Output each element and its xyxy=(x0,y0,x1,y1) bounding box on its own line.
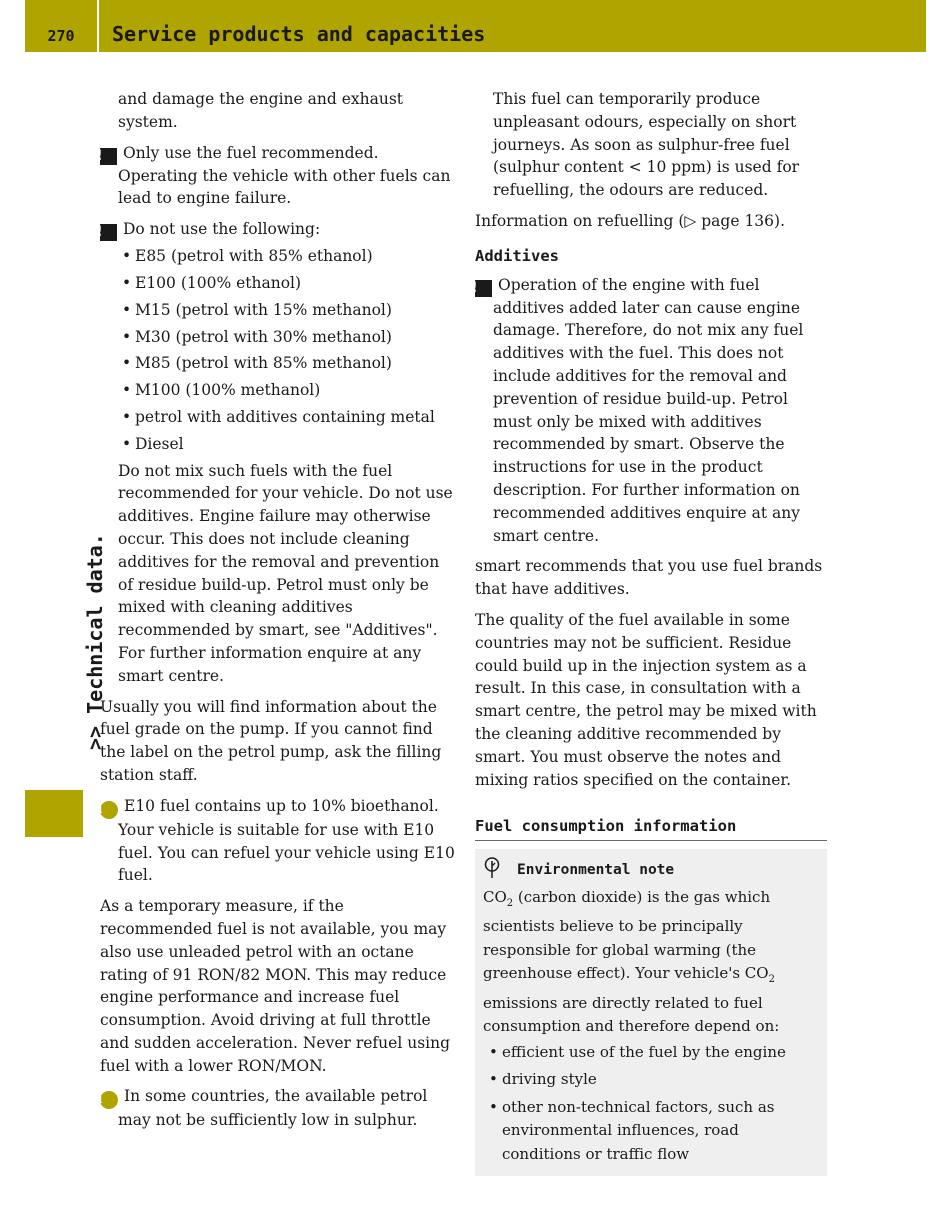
continued-text: and damage the engine and exhaust system. xyxy=(118,90,404,131)
refuel-reference: Information on refuelling (▷ page 136). xyxy=(475,211,786,230)
paragraph: Usually you will find information about the fuel grade on the pump. If you cannot find the label on the petrol pump, ask the filling station staff. xyxy=(100,697,442,784)
env-text-part: (carbon dioxide) is the gas which scientists believe to be principally responsible for global warming (the greenhouse effect). Your vehicle's CO xyxy=(483,887,771,983)
list-item: • E100 (100% ethanol) xyxy=(122,272,455,295)
info-text: In some countries, the available petrol may not be sufficiently low in sulphur. xyxy=(118,1087,428,1130)
list-item: • petrol with additives containing metal xyxy=(122,406,455,429)
fuel-list xyxy=(100,245,455,455)
warning-text: Only use the fuel recommended. Operating the vehicle with other fuels can lead to engine failure. xyxy=(118,143,451,208)
warning-text: Operation of the engine with fuel additives added later can cause engine damage. Therefore, do not mix any fuel additives with the fuel. This does not include additives for the removal and prevention of residue build-up. Petrol must only be mixed with additives recommended by smart. Observe the instructions for use in the product description. For further information on recommended additives enquire at any smart centre. xyxy=(493,275,804,545)
left-column xyxy=(96,88,455,1132)
env-factors-list xyxy=(483,1041,819,1167)
environmental-note xyxy=(475,849,827,1176)
warning-note xyxy=(471,274,827,548)
right-column xyxy=(471,88,827,1176)
paragraph: The quality of the fuel available in some countries may not be sufficient. Residue could build up in the injection system as a result. In this case, in consultation with a smart centre, the petrol may be mixed with the cleaning additive recommended by smart. You must observe the notes and mixing ratios specified on the container. xyxy=(475,610,817,789)
side-tab-label: >> Technical data. xyxy=(83,533,107,750)
side-tab-marker xyxy=(25,790,83,837)
warning-icon: ! xyxy=(100,148,117,165)
list-item: • M85 (petrol with 85% methanol) xyxy=(122,352,455,375)
warning-body: Do not mix such fuels with the fuel recommended for your vehicle. Do not use additives. Engine failure may otherwise occur. This does not include cleaning additives for the removal and prevention of residue build-up. Petrol must only be mixed with cleaning additives recommended by smart, see "Additives". For further information enquire at any smart centre. xyxy=(118,461,453,685)
list-item: • driving style xyxy=(489,1068,819,1092)
warning-icon: ! xyxy=(475,280,492,297)
info-icon: i xyxy=(100,1091,118,1109)
info-note xyxy=(97,795,455,887)
co2-subscript: 2 xyxy=(768,974,775,986)
list-item: • E85 (petrol with 85% ethanol) xyxy=(122,245,455,268)
leaf-icon xyxy=(483,857,501,879)
env-note-header xyxy=(483,857,819,882)
env-note-text xyxy=(483,886,819,1039)
page-number: 270 xyxy=(25,0,99,52)
info-continued: This fuel can temporarily produce unpleasant odours, especially on short journeys. As soon as sulphur-free fuel (sulphur content < 10 ppm) is used for refuelling, the odours are reduced. xyxy=(493,90,800,200)
co2-subscript: 2 xyxy=(506,897,514,909)
co2-text: CO xyxy=(483,887,507,906)
info-note xyxy=(97,1085,455,1132)
warning-text: Do not use the following: xyxy=(123,220,321,239)
additives-heading: Additives xyxy=(475,246,559,265)
page-title: Service products and capacities xyxy=(112,22,486,46)
paragraph: As a temporary measure, if the recommended fuel is not available, you may also use unleaded petrol with an octane rating of 91 RON/82 MON. This may reduce engine performance and increase fuel consumption. Avoid driving at full throttle and sudden acceleration. Never refuel using fuel with a lower RON/MON. xyxy=(100,897,451,1075)
warning-note xyxy=(96,218,455,241)
list-item: • Diesel xyxy=(122,433,455,456)
list-item: • M100 (100% methanol) xyxy=(122,379,455,402)
list-item: • efficient use of the fuel by the engine xyxy=(489,1041,819,1065)
env-text-part: emissions are directly related to fuel consumption and therefore depend on: xyxy=(483,993,780,1036)
info-icon: i xyxy=(100,801,118,819)
paragraph: smart recommends that you use fuel brands that have additives. xyxy=(475,557,823,599)
warning-icon: ! xyxy=(100,224,117,241)
list-item: • M30 (petrol with 30% methanol) xyxy=(122,326,455,349)
warning-note xyxy=(96,142,455,211)
info-text: E10 fuel contains up to 10% bioethanol. Your vehicle is suitable for use with E10 fuel. You can refuel your vehicle using E10 fuel. xyxy=(118,796,455,885)
list-item: • other non-technical factors, such as environmental influences, road conditions or traffic flow xyxy=(489,1096,819,1167)
fuel-consumption-heading: Fuel consumption information xyxy=(475,815,827,841)
env-note-title: Environmental note xyxy=(517,862,675,879)
page-header xyxy=(25,0,926,52)
list-item: • M15 (petrol with 15% methanol) xyxy=(122,299,455,322)
